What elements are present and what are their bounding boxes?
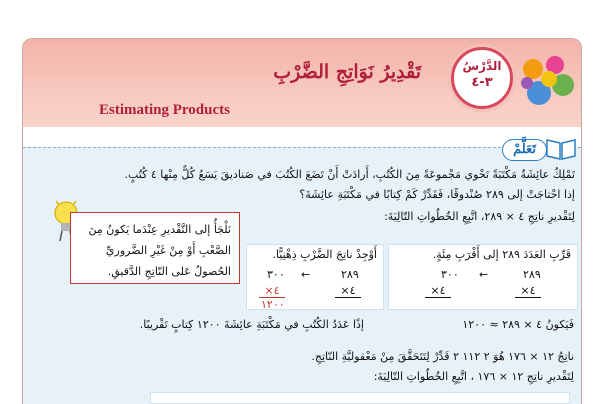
second-line-2: لِتَقْديرِ ناتِجِ ١٢ × ١٧٦ ، اتَّبِعِ الخُطُواتِ التّالِيَةَ: [373, 370, 574, 383]
step-1-rounded-value: ٣٠٠ [441, 268, 459, 281]
step-1-factor-left [425, 284, 451, 298]
lesson-number: ٣-٤ [471, 75, 493, 90]
step-2-factor-right [335, 284, 361, 298]
learn-line-2: إذا احْتاجَتْ إلى ٢٨٩ صُنْدوقًا، فَقَدِّرْ كَمْ كِتابًا في مَكْتَبَةِ عائِشَةَ؟ [299, 188, 575, 201]
second-line-1: ناتِجُ ١٢ × ١٧٦ هُوَ ٢ ١١٢ ٢ قَدِّرْ لِتَتَحَقَّقَ مِنْ مَعْقوليَّةِ النّاتِجِ. [311, 350, 574, 363]
learn-line-3: لِتَقْديرِ ناتِجِ ٤ × ٢٨٩، اتَّبِعِ الخُطُواتِ التّالِيَةَ: [384, 210, 575, 223]
learn-line-1: تَمْلِكُ عائِشَةُ مَكْتَبَةً تَحْوي مَجْموعَةً مِنَ الكُتُبِ، أَرادَتْ أَنْ تَضَعَ الكُتُبَ في صَناديقَ يَسَعُ كُلٌّ مِنْها ٤ كُتُبٍ. [124, 168, 575, 181]
step-2-factor-right-value: ٤ [349, 284, 356, 297]
step-2-arrow: ← [301, 268, 311, 281]
colorful-blocks-icon [515, 51, 577, 111]
step-1-factor-right-value: ٤ [529, 284, 536, 297]
step-2-factor-left [259, 284, 285, 298]
conclusion-equation: فَيَكونُ ٤ × ٢٨٩ ≈ ١٢٠٠ [462, 318, 574, 331]
step-2-result: ١٢٠٠ [261, 298, 285, 311]
step-2-times-right: × [340, 284, 350, 297]
step-2-original: ٢٨٩ [341, 268, 359, 281]
step-1-original: ٢٨٩ [523, 268, 541, 281]
conclusion-sentence: إذًا عَدَدُ الكُتُبِ في مَكْتَبَةِ عائِشَةَ ١٢٠٠ كِتابٍ تَقْريبًا. [139, 318, 364, 331]
step-2-rounded: ٣٠٠ [267, 268, 285, 281]
step-1-times-left: × [430, 284, 440, 297]
step-1-times-right: × [520, 284, 530, 297]
step-1-factor-left-value: ٤ [439, 284, 446, 297]
step-box-2 [246, 244, 384, 310]
step-1-arrow: ← [479, 268, 489, 281]
lesson-badge [451, 47, 513, 109]
next-steps-preview [150, 392, 570, 404]
note-box: نَلْجَأُ إلى التَّقْديرِ عِنْدَما يَكونُ مِنَ الصَّعْبِ أَوْ مِنْ غَيْرِ الضَّروريِّ الحُصولُ عَلى النّاتِجِ الدَّقيقِ. [70, 212, 240, 284]
english-title: Estimating Products [99, 102, 230, 118]
step-2-title: أَوْجِدْ ناتِجَ الضَّرْبِ ذِهْنِيًّا. [272, 248, 377, 261]
open-book-icon [545, 135, 577, 161]
lesson-word: الدَّرْسُ [462, 59, 502, 73]
learn-badge: تَعَلَّمْ [502, 139, 547, 161]
step-1-rounded [441, 268, 459, 281]
step-1-title: قَرِّبِ العَدَدَ ٢٨٩ إلى أَقْرَبِ مِئَةٍ. [432, 248, 571, 261]
step-2-times-left: × [264, 284, 274, 297]
lesson-title: تَقْدِيرُ نَوَاتِجِ الضَّرْبِ [273, 61, 421, 83]
step-1-factor-right [515, 284, 541, 298]
step-2-factor-left-value: ٤ [273, 284, 280, 297]
step-box-1 [388, 244, 578, 310]
